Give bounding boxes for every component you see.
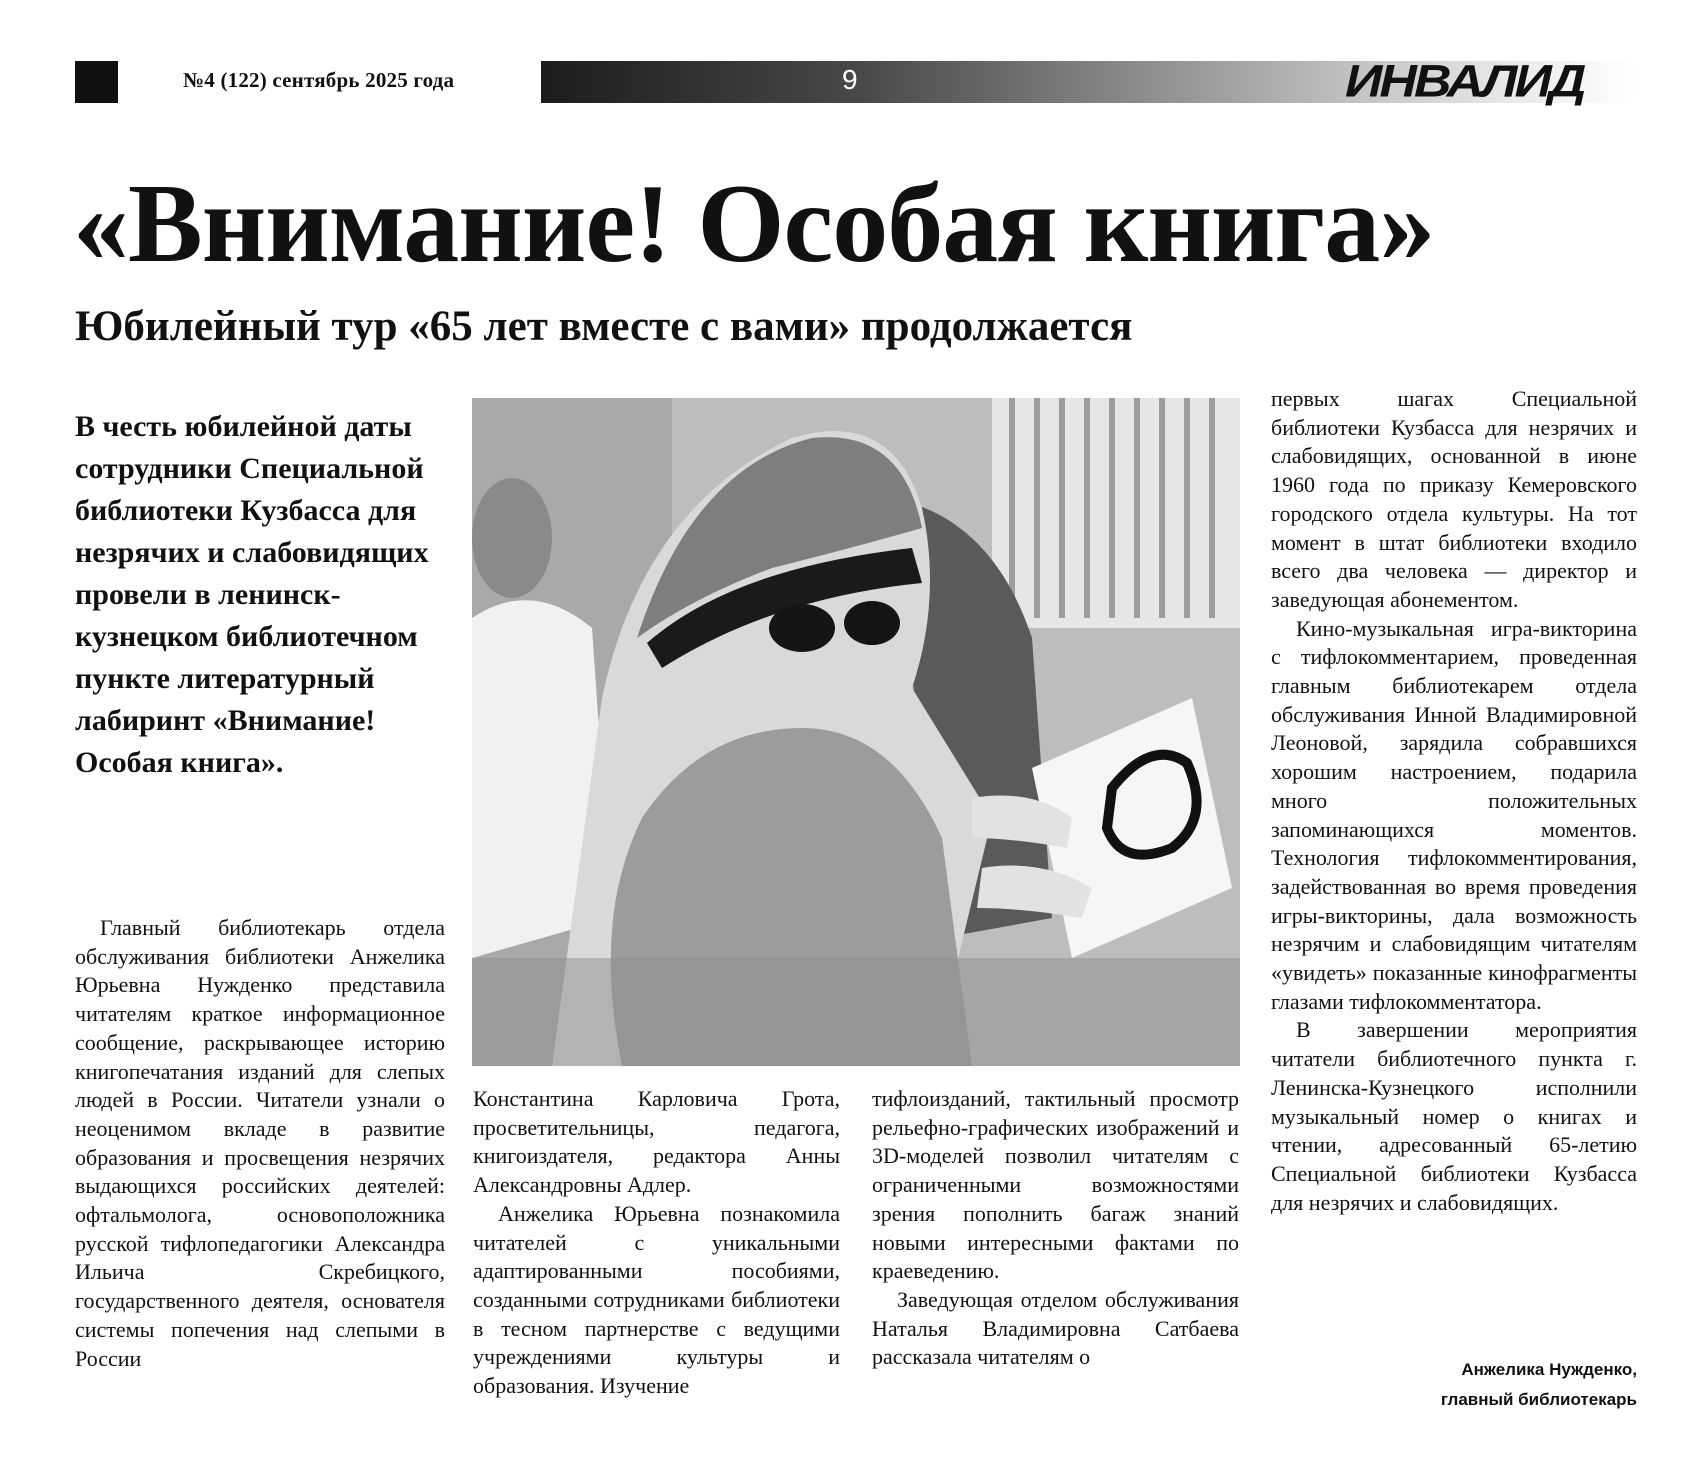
paragraph: Константина Карловича Грота, просветительницы, педагога, книгоиздателя, редактора Анны Александровны Адлер. bbox=[473, 1086, 840, 1198]
issue-info: №4 (122) сентябрь 2025 года bbox=[183, 68, 455, 92]
article-title: «Внимание! Особая книга» bbox=[73, 162, 1435, 286]
article-subtitle: Юбилейный тур «65 лет вместе с вами» продолжается bbox=[75, 303, 1133, 350]
author-signature bbox=[1441, 1355, 1637, 1415]
paragraph: Кино-музыкальная игра-викторина с тифлокомментарием, проведенная главным библиотекарем отдела обслуживания Инной Владимировной Леоновой, зарядила собравшихся хорошим настроением, подарила много положительных запоминающихся моментов. Технология тифлокомментирования, задействованная во время проведения игры-викторины, дала возможность незрячим и слабовидящим читателям «увидеть» показанные кинофрагменты глазами тифлокомментатора. bbox=[1271, 615, 1637, 1014]
column-4 bbox=[1271, 385, 1637, 1217]
column-3 bbox=[872, 1085, 1239, 1372]
paragraph: Главный библиотекарь отдела обслуживания библиотеки Анжелика Юрьевна Нужденко представила читателям краткое информационное сообщение, раскрывающее историю книгопечатания изданий для слепых людей в России. Читатели узнали о неоценимом вкладе в развитие образования и просвещения незрячих выдающихся российских деятелей: офтальмолога, основоположника русской тифлопедагогики Александра Ильича Скребицкого, государственного деятеля, основателя системы попечения над слепыми в России bbox=[75, 915, 445, 1371]
article-lead bbox=[75, 406, 450, 784]
photo-illustration bbox=[472, 398, 1240, 1066]
paragraph: В завершении мероприятия читатели библиотечного пункта г. Ленинска-Кузнецкого исполнили музыкальный номер о книгах и чтении, адресованный 65-летию Специальной библиотеки Кузбасса для незрячих и слабовидящих. bbox=[1271, 1017, 1637, 1215]
paragraph: Анжелика Юрьевна познакомила читателей с уникальными адаптированными пособиями, созданными сотрудниками библиотеки в тесном партнерстве с ведущими учреждениями культуры и образования. Изучение bbox=[473, 1200, 840, 1399]
lead-text: В честь юбилейной даты сотрудники Специальной библиотеки Кузбасса для незрячих и слабовидящих провели в ленинск-кузнецком библиотечном пункте литературный лабиринт «Внимание! Особая книга». bbox=[75, 410, 429, 779]
author-name: Анжелика Нужденко, bbox=[1461, 1360, 1637, 1379]
paragraph: Заведующая отделом обслуживания Наталья Владимировна Сатбаева рассказала читателям о bbox=[872, 1286, 1239, 1370]
page-number: 9 bbox=[842, 64, 858, 95]
corner-block bbox=[75, 61, 118, 103]
column-1 bbox=[75, 914, 445, 1373]
paragraph: тифлоизданий, тактильный просмотр рельефно-графических изображений и 3D-моделей позволил читателям с ограниченными возможностями зрения пополнить багаж знаний новыми интересными фактами по краеведению. bbox=[872, 1086, 1239, 1284]
article-photo bbox=[472, 398, 1240, 1066]
paragraph: первых шагах Специальной библиотеки Кузбасса для незрячих и слабовидящих, основанной в июне 1960 года по приказу Кемеровского городского отдела культуры. На тот момент в штат библиотеки входило всего два человека — директор и заведующая абонементом. bbox=[1271, 386, 1637, 612]
newspaper-logo: ИНВАЛИД bbox=[1345, 55, 1584, 107]
column-2 bbox=[473, 1085, 840, 1401]
author-position: главный библиотекарь bbox=[1440, 1390, 1637, 1409]
